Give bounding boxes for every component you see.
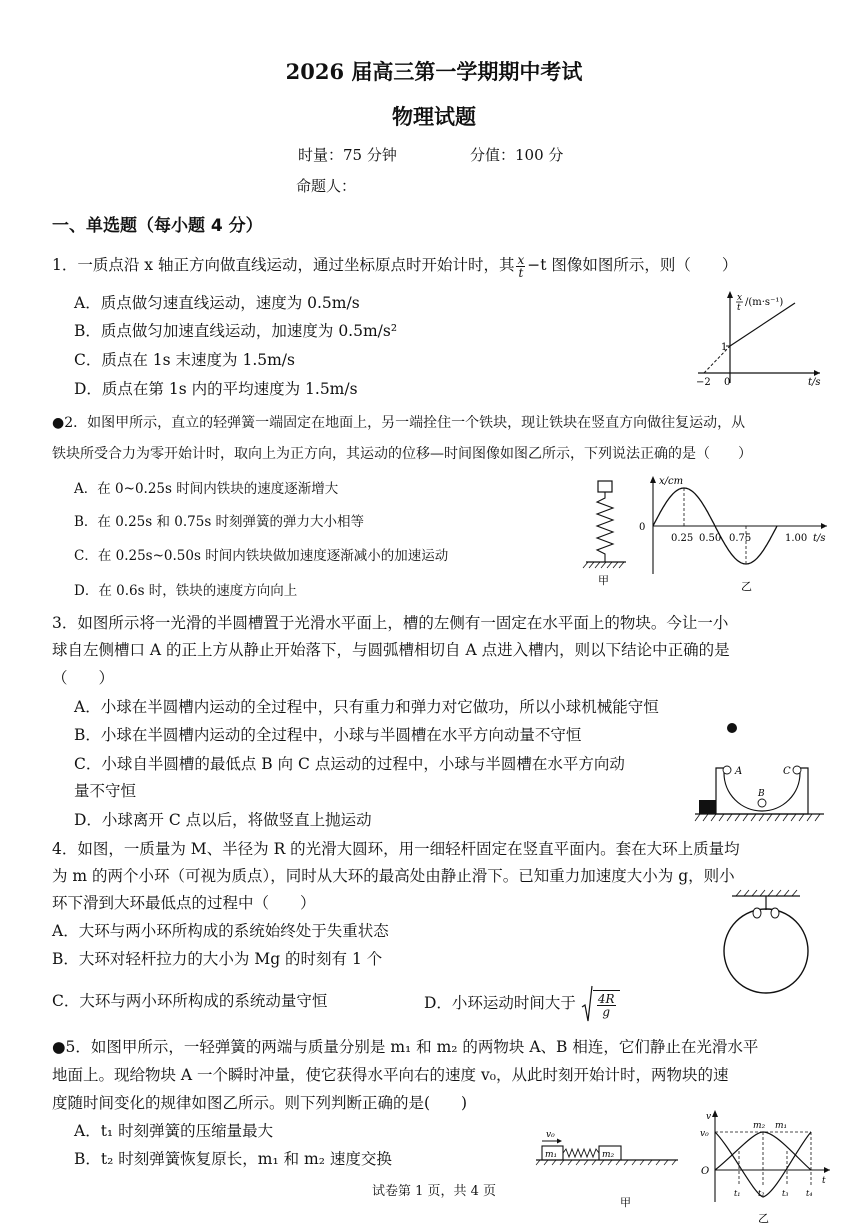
score-label: 分值：100 分 [470, 146, 564, 164]
q5-yi-t4: t₄ [806, 1189, 813, 1198]
q4-big-ring [724, 909, 808, 993]
q5-yi-origin: O [701, 1166, 710, 1177]
q3-stem-line3: （ ） [52, 669, 115, 687]
q2-option-b: B．在 0.25s 和 0.75s 时刻弹簧的弹力大小相等 [74, 514, 365, 530]
q4-option-b: B．大环对轻杆拉力的大小为 Mg 的时刻有 1 个 [52, 950, 383, 968]
q5-stem-line3: 度随时间变化的规律如图乙所示。则下列判断正确的是( ) [52, 1094, 468, 1112]
q3-label-c: C [783, 766, 791, 777]
q3-option-b: B．小球在半圆槽内运动的全过程中，小球与半圆槽在水平方向动量不守恒 [74, 726, 582, 744]
q4-stem-line2: 为 m 的两个小环（可视为质点），同时从大环的最高处由静止滑下。已知重力加速度大小为 g，则小 [52, 867, 735, 885]
q2-tick-025: 0.25 [671, 533, 694, 544]
page-footer: 试卷第 1 页，共 4 页 [371, 1184, 497, 1199]
q3-option-d: D．小球离开 C 点以后，将做竖直上抛运动 [74, 811, 372, 829]
q2-graph-xlabel: t/s [813, 533, 826, 544]
q4-sqrt [581, 985, 620, 1023]
q1-frac-den: t [518, 265, 524, 280]
q1-option-b: B．质点做匀加速直线运动，加速度为 0.5m/s² [74, 322, 398, 340]
subject-title: 物理试题 [392, 104, 476, 129]
q1-option-a: A．质点做匀速直线运动，速度为 0.5m/s [74, 294, 360, 312]
q4-option-d [424, 985, 620, 1023]
q2-label-jia: 甲 [598, 574, 609, 587]
q3-option-c: C．小球自半圆槽的最低点 B 向 C 点运动的过程中，小球与半圆槽在水平方向动 [74, 755, 625, 773]
q5-spring [563, 1149, 599, 1157]
q2-spring-figure [580, 478, 636, 588]
q3-stem-line1: 3．如图所示将一光滑的半圆槽置于光滑水平面上，槽的左侧有一固定在水平面上的物块。今让一小 [52, 614, 729, 632]
q1-graph-ylabel: /(m·s⁻¹) [745, 297, 784, 308]
q4-ring-figure [712, 888, 822, 1008]
q5-label-yi: 乙 [758, 1212, 769, 1225]
q2-tick-100: 1.00 [785, 533, 808, 544]
q2-tick-075: 0.75 [729, 533, 752, 544]
q1-graph-xlabel: t/s [808, 377, 821, 388]
q4-stem-line3: 环下滑到大环最低点的过程中（ ） [52, 894, 316, 912]
section-title: 一、单选题（每小题 4 分） [52, 216, 263, 236]
q4-option-d-text: D．小环运动时间大于 [424, 994, 576, 1012]
q5-velocity-graph [698, 1108, 834, 1226]
q4-stem-line1: 4．如图，一质量为 M、半径为 R 的光滑大圆环，用一细轻杆固定在竖直平面内。套在大环上质量均 [52, 840, 740, 858]
q2-graph-ylabel: x/cm [659, 476, 684, 487]
q1-graph-origin: 0 [724, 377, 731, 388]
q4-radical-sign [581, 985, 593, 1023]
q5-yi-m1: m₁ [775, 1121, 788, 1131]
q1-frac-num: x [517, 252, 525, 267]
q3-stem-line2: 球自左侧槽口 A 的正上方从静止开始落下，与圆弧槽相切自 A 点进入槽内，则以下结论中正确的是 [52, 641, 730, 659]
q5-yi-t1: t₁ [734, 1189, 741, 1198]
q3-falling-ball [727, 723, 737, 733]
q1-graph-yfrac-num: x [737, 293, 743, 303]
q5-stem-line2: 地面上。现给物块 A 一个瞬时冲量，使它获得水平向右的速度 v₀，从此时刻开始计时，两物块的速 [52, 1066, 729, 1084]
q1-graph-tick-x: −2 [696, 377, 711, 388]
q1-graph-tick-y: 1 [721, 342, 728, 353]
q5-jia-v0: v₀ [546, 1130, 555, 1140]
q5-jia-m2: m₂ [602, 1150, 615, 1160]
q2-tick-050: 0.50 [699, 533, 722, 544]
q2-displacement-graph [637, 474, 833, 596]
q2-option-d: D．在 0.6s 时，铁块的速度方向向上 [74, 583, 298, 599]
q1-option-d: D．质点在第 1s 内的平均速度为 1.5m/s [74, 380, 358, 398]
time-label: 时量：75 分钟 [298, 146, 397, 164]
author-label: 命题人： [296, 177, 357, 195]
q5-yi-v: v [706, 1112, 712, 1122]
q4-option-c: C．大环与两小环所构成的系统动量守恒 [52, 992, 328, 1010]
q1-fraction [516, 254, 525, 279]
q4-sqrt-frac [597, 993, 616, 1018]
q3-option-a: A．小球在半圆槽内运动的全过程中，只有重力和弹力对它做功，所以小球机械能守恒 [74, 698, 659, 716]
q5-option-a: A．t₁ 时刻弹簧的压缩量最大 [74, 1122, 274, 1140]
exam-title: 2026 届高三第一学期期中考试 [285, 59, 583, 84]
q4-sqrt-num: 4R [597, 992, 615, 1006]
q2-stem-line1: ●2．如图甲所示，直立的轻弹簧一端固定在地面上，另一端拴住一个铁块，现让铁块在竖直方向做往复运动，从 [52, 415, 746, 431]
q5-yi-m2: m₂ [753, 1121, 766, 1131]
q2-graph-origin: 0 [639, 522, 646, 533]
q2-iron-block [598, 481, 612, 492]
q2-spring [597, 492, 613, 562]
q5-yi-t: t [822, 1176, 826, 1186]
q2-option-c: C．在 0.25s~0.50s 时间内铁块做加速度逐渐减小的加速运动 [74, 548, 449, 564]
q1-graph-yfrac-den: t [737, 303, 741, 313]
q4-option-a: A．大环与两小环所构成的系统始终处于失重状态 [52, 922, 389, 940]
q1-option-c: C．质点在 1s 末速度为 1.5m/s [74, 351, 295, 369]
q1-stem-pre: 1．一质点沿 x 轴正方向做直线运动，通过坐标原点时开始计时，其 [52, 256, 515, 274]
q5-yi-t3: t₃ [782, 1189, 789, 1198]
q5-jia-m1: m₁ [545, 1150, 558, 1160]
q1-stem [52, 251, 737, 279]
q4-small-ring-right [771, 908, 779, 918]
q4-sqrt-den: g [602, 1005, 611, 1019]
q3-option-c-cont: 量不守恒 [74, 782, 137, 800]
q3-label-a: A [735, 766, 743, 777]
q2-stem-line2: 铁块所受合力为零开始计时，取向上为正方向，其运动的位移—时间图像如图乙所示，下列说法正确的是（ ） [52, 446, 752, 462]
q5-yi-v0: v₀ [700, 1129, 709, 1139]
q4-small-ring-left [753, 908, 761, 918]
q2-label-yi: 乙 [741, 580, 752, 593]
q5-option-b: B．t₂ 时刻弹簧恢复原长，m₁ 和 m₂ 速度交换 [74, 1150, 392, 1168]
q5-yi-t2: t₂ [758, 1189, 765, 1198]
q5-label-jia: 甲 [620, 1196, 631, 1208]
q3-label-b: B [758, 789, 765, 799]
q5-stem-line1: ●5．如图甲所示，一轻弹簧的两端与质量分别是 m₁ 和 m₂ 的两物块 A、B 相连，它们静止在光滑水平 [52, 1038, 759, 1056]
q2-option-a: A．在 0~0.25s 时间内铁块的速度逐渐增大 [74, 481, 339, 497]
q3-trough-figure [692, 718, 830, 830]
q1-graph [690, 288, 830, 388]
q1-stem-post: −t 图像如图所示，则（ ） [527, 256, 738, 274]
q3-fixed-block [699, 800, 716, 814]
